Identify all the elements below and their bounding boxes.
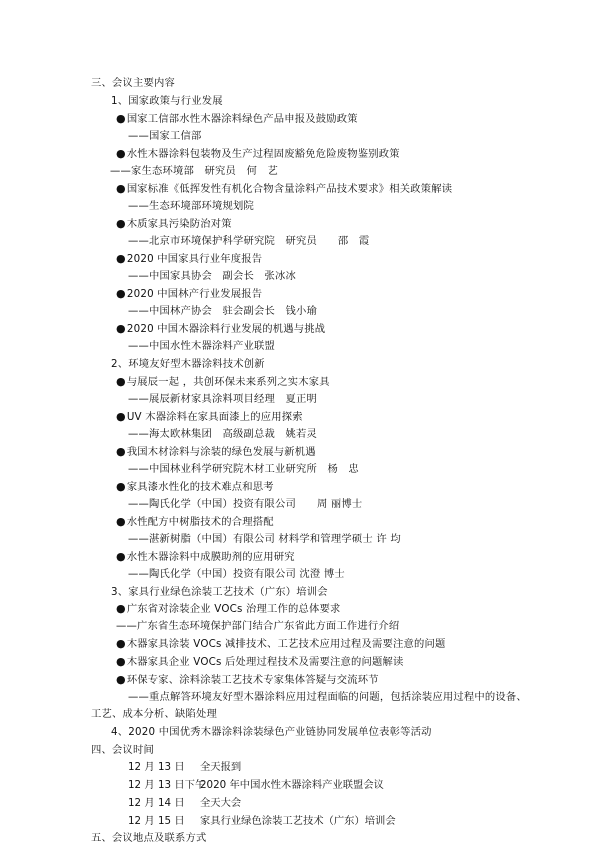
item-topic: 广东省对涂装企业 VOCs 治理工作的总体要求 <box>126 603 341 615</box>
group-1-title: 1、国家政策与行业发展 <box>111 95 223 107</box>
bullet-icon: ● <box>116 515 126 528</box>
list-item <box>116 673 379 687</box>
list-item <box>116 112 358 126</box>
item-speaker: ——国家工信部 <box>128 130 202 142</box>
item-speaker: ——展辰新材家具涂料项目经理 夏正明 <box>128 393 317 405</box>
schedule-event: 全天大会 <box>200 797 242 809</box>
section-5-heading: 五、会议地点及联系方式 <box>91 832 207 844</box>
list-item <box>116 637 446 651</box>
item-topic: 木器家具企业 VOCs 后处理过程技术及需要注意的问题解读 <box>126 656 404 668</box>
item-speaker: ——陶氏化学（中国）投资有限公司 沈澄 博士 <box>128 568 345 580</box>
bullet-icon: ● <box>116 410 126 423</box>
bullet-icon: ● <box>116 602 126 615</box>
list-item <box>116 445 316 459</box>
item-speaker: ——陶氏化学（中国）投资有限公司 周 丽博士 <box>128 498 363 510</box>
item-topic: 水性木器涂料中成膜助剂的应用研究 <box>126 551 295 563</box>
item-speaker: ——湛新树脂（中国）有限公司 材料学和管理学硕士 许 均 <box>128 533 401 545</box>
bullet-icon: ● <box>116 287 126 300</box>
bullet-icon: ● <box>116 322 126 335</box>
bullet-icon: ● <box>116 147 126 160</box>
list-item <box>116 252 262 266</box>
item-topic: 2020 中国林产行业发展报告 <box>126 288 263 300</box>
bullet-icon: ● <box>116 655 126 668</box>
item-speaker: ——中国水性木器涂料产业联盟 <box>128 340 275 352</box>
bullet-icon: ● <box>116 217 126 230</box>
schedule-event: 家具行业绿色涂装工艺技术（广东）培训会 <box>200 815 396 827</box>
item-speaker: ——家生态环境部 研究员 何 艺 <box>110 165 278 177</box>
schedule-event: 2020 年中国水性木器涂料产业联盟会议 <box>200 779 384 791</box>
item-speaker: ——重点解答环境友好型木器涂料应用过程面临的问题，包括涂装应用过程中的设备、 <box>128 691 527 703</box>
list-item <box>116 375 330 389</box>
item-topic: 国家标准《低挥发性有机化合物含量涂料产品技术要求》相关政策解读 <box>126 183 453 195</box>
list-item <box>116 147 400 161</box>
item-topic: 木质家具污染防治对策 <box>126 218 232 230</box>
group-3-title: 3、家具行业绿色涂装工艺技术（广东）培训会 <box>111 586 328 598</box>
schedule-date: 12 月 14 日 <box>128 797 185 809</box>
item-speaker: ——中国家具协会 副会长 张冰冰 <box>128 270 296 282</box>
item-speaker: ——广东省生态环境保护部门结合广东省此方面工作进行介绍 <box>116 620 400 632</box>
schedule-date: 12 月 13 日 <box>128 761 185 773</box>
list-item <box>116 550 295 564</box>
bullet-icon: ● <box>116 112 126 125</box>
item-topic: 与展辰一起 ，共创环保未来系列之实木家具 <box>126 376 330 388</box>
section-3-heading: 三、会议主要内容 <box>91 77 175 89</box>
item-topic: 我国木材涂料与涂装的绿色发展与新机遇 <box>126 446 316 458</box>
item-topic: 环保专家、涂料涂装工艺技术专家集体答疑与交流环节 <box>126 674 379 686</box>
list-item <box>116 287 262 301</box>
bullet-icon: ● <box>116 182 126 195</box>
item-topic: 2020 中国木器涂料行业发展的机遇与挑战 <box>126 323 326 335</box>
item-topic: 水性木器涂料包装物及生产过程固废豁免危险废物鉴别政策 <box>126 148 400 160</box>
item-speaker: ——北京市环境保护科学研究院 研究员 邵 霞 <box>128 235 370 247</box>
bullet-icon: ● <box>116 480 126 493</box>
item-speaker: ——中国林产协会 驻会副会长 钱小瑜 <box>128 305 317 317</box>
list-item <box>116 217 232 231</box>
item-topic: 木器家具涂装 VOCs 减排技术、工艺技术应用过程及需要注意的问题 <box>126 638 446 650</box>
list-item <box>116 602 341 616</box>
item-topic: 国家工信部水性木器涂料绿色产品申报及鼓励政策 <box>126 113 358 125</box>
bullet-icon: ● <box>116 673 126 686</box>
schedule-event: 全天报到 <box>200 761 242 773</box>
bullet-icon: ● <box>116 445 126 458</box>
bullet-icon: ● <box>116 637 126 650</box>
item-topic: 家具漆水性化的技术难点和思考 <box>126 481 274 493</box>
bullet-icon: ● <box>116 252 126 265</box>
bullet-icon: ● <box>116 550 126 563</box>
list-item <box>116 480 274 494</box>
section-4-heading: 四、会议时间 <box>91 744 154 756</box>
list-item <box>116 655 404 669</box>
item-speaker: ——生态环境部环境规划院 <box>128 200 254 212</box>
item-topic: 水性配方中树脂技术的合理搭配 <box>126 516 274 528</box>
list-item <box>116 322 325 336</box>
list-item <box>116 515 274 529</box>
list-item <box>116 410 303 424</box>
item-topic: UV 木器涂料在家具面漆上的应用探索 <box>126 411 303 423</box>
item-topic: 2020 中国家具行业年度报告 <box>126 253 263 265</box>
item-speaker: ——海太欧林集团 高级副总裁 姚若灵 <box>128 428 317 440</box>
list-item <box>116 182 452 196</box>
group-2-title: 2、环境友好型木器涂料技术创新 <box>111 358 265 370</box>
schedule-date: 12 月 13 日下午 <box>128 779 206 791</box>
item-speaker-continued: 工艺、成本分析、缺陷处理 <box>91 708 217 720</box>
schedule-date: 12 月 15 日 <box>128 815 185 827</box>
item-speaker: ——中国林业科学研究院木材工业研究所 杨 忠 <box>128 463 359 475</box>
group-4-title: 4、2020 中国优秀木器涂料涂装绿色产业链协同发展单位表彰等活动 <box>111 726 432 738</box>
bullet-icon: ● <box>116 375 126 388</box>
